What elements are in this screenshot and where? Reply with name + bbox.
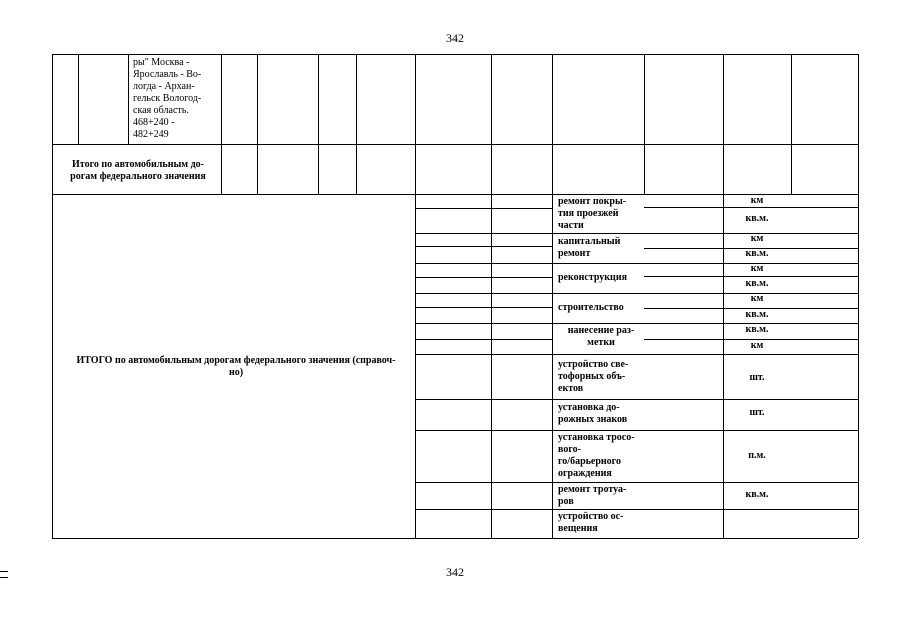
road-name-line: гельск Вологод- bbox=[133, 93, 202, 104]
work-type-cell bbox=[558, 302, 644, 314]
table-rule bbox=[415, 354, 858, 355]
subtotal-line: рогам федерального значения bbox=[70, 171, 206, 182]
total-line: ИТОГО по автомобильным дорогам федерального значения (справоч- bbox=[76, 355, 396, 366]
table-rule bbox=[552, 194, 553, 538]
table-rule bbox=[415, 293, 858, 294]
road-name-line: ская область. bbox=[133, 105, 189, 116]
unit-label: км bbox=[750, 263, 764, 274]
unit-label: км bbox=[750, 195, 764, 206]
unit-label: кв.м. bbox=[745, 248, 769, 259]
edge-mark bbox=[0, 577, 8, 578]
work-type-line: ров bbox=[558, 496, 574, 507]
table-rule bbox=[52, 194, 53, 538]
work-type-line: нанесение раз- bbox=[567, 325, 635, 336]
table-rule bbox=[257, 54, 258, 194]
work-type-line: ремонт покры- bbox=[558, 196, 627, 207]
work-type-line: устройство ос- bbox=[558, 511, 624, 522]
table-rule bbox=[644, 54, 645, 194]
table-rule bbox=[221, 54, 222, 194]
table-rule bbox=[415, 233, 858, 234]
unit-label: кв.м. bbox=[745, 278, 769, 289]
work-type-line: го/барьерного bbox=[558, 456, 621, 467]
page-number-top: 342 bbox=[446, 31, 464, 45]
unit-label: шт. bbox=[749, 407, 765, 418]
work-type-cell bbox=[558, 511, 644, 535]
work-type-cell bbox=[558, 325, 644, 349]
table-rule bbox=[415, 307, 552, 308]
total-line: но) bbox=[228, 367, 244, 378]
work-type-cell bbox=[558, 402, 644, 426]
work-type-line: рожных знаков bbox=[558, 414, 628, 425]
unit-label: км bbox=[750, 340, 764, 351]
work-type-line: тия проезжей bbox=[558, 208, 619, 219]
total-label bbox=[57, 355, 415, 379]
work-type-cell bbox=[558, 432, 644, 480]
table-rule bbox=[552, 54, 553, 194]
table-rule bbox=[415, 399, 858, 400]
work-type-line: реконструкция bbox=[558, 272, 627, 283]
subtotal-label bbox=[55, 159, 221, 183]
table-rule bbox=[415, 208, 552, 209]
work-type-line: вого- bbox=[558, 444, 581, 455]
road-name-line: 482+249 bbox=[133, 129, 169, 140]
table-rule bbox=[415, 430, 858, 431]
table-rule bbox=[52, 54, 53, 194]
work-type-line: установка до- bbox=[558, 402, 620, 413]
work-type-line: установка тросо- bbox=[558, 432, 635, 443]
edge-mark bbox=[0, 571, 8, 572]
table-rule bbox=[791, 54, 792, 194]
road-name-line: Ярославль - Во- bbox=[133, 69, 202, 80]
table-rule bbox=[723, 54, 724, 194]
table-rule bbox=[318, 54, 319, 194]
unit-label: кв.м. bbox=[745, 324, 769, 335]
road-name-line: логда - Архан- bbox=[133, 81, 195, 92]
table-rule bbox=[52, 538, 858, 539]
table-rule bbox=[552, 194, 858, 195]
work-type-line: ектов bbox=[558, 383, 584, 394]
work-type-cell bbox=[558, 359, 644, 395]
table-rule bbox=[858, 194, 859, 538]
road-name-line: 468+240 - bbox=[133, 117, 175, 128]
unit-label: шт. bbox=[749, 372, 765, 383]
table-rule bbox=[858, 54, 859, 194]
work-type-cell bbox=[558, 196, 644, 232]
unit-label: км bbox=[750, 293, 764, 304]
work-type-line: устройство све- bbox=[558, 359, 629, 370]
work-type-cell bbox=[558, 236, 644, 260]
work-type-line: метки bbox=[587, 337, 615, 348]
table-rule bbox=[723, 194, 724, 538]
table-rule bbox=[78, 54, 79, 144]
table-rule bbox=[415, 323, 858, 324]
work-type-line: вещения bbox=[558, 523, 598, 534]
unit-label: кв.м. bbox=[745, 489, 769, 500]
table-rule bbox=[415, 54, 416, 194]
table-rule bbox=[356, 54, 357, 194]
table-rule bbox=[52, 54, 858, 55]
work-type-cell bbox=[558, 484, 644, 508]
work-type-line: ограждения bbox=[558, 468, 612, 479]
unit-label: кв.м. bbox=[745, 213, 769, 224]
subtotal-line: Итого по автомобильным до- bbox=[72, 159, 204, 170]
table-rule bbox=[644, 276, 858, 277]
work-type-cell bbox=[558, 272, 644, 284]
table-rule bbox=[415, 246, 552, 247]
table-rule bbox=[644, 207, 858, 208]
unit-label: п.м. bbox=[748, 450, 766, 461]
work-type-line: капитальный bbox=[558, 236, 621, 247]
road-name-cell bbox=[133, 57, 219, 141]
unit-label: км bbox=[750, 233, 764, 244]
work-type-line: части bbox=[558, 220, 584, 231]
road-name-line: ры" Москва - bbox=[133, 57, 190, 68]
table-rule bbox=[415, 509, 858, 510]
table-rule bbox=[52, 144, 858, 145]
table-rule bbox=[491, 54, 492, 194]
work-type-line: ремонт bbox=[558, 248, 591, 259]
work-type-line: ремонт тротуа- bbox=[558, 484, 627, 495]
table-rule bbox=[128, 54, 129, 144]
table-rule bbox=[415, 339, 552, 340]
work-type-line: тофорных объ- bbox=[558, 371, 626, 382]
table-rule bbox=[415, 277, 552, 278]
page-number-bottom: 342 bbox=[446, 565, 464, 579]
unit-label: кв.м. bbox=[745, 309, 769, 320]
work-type-line: строительство bbox=[558, 302, 624, 313]
table-rule bbox=[415, 482, 858, 483]
table-rule bbox=[415, 263, 858, 264]
